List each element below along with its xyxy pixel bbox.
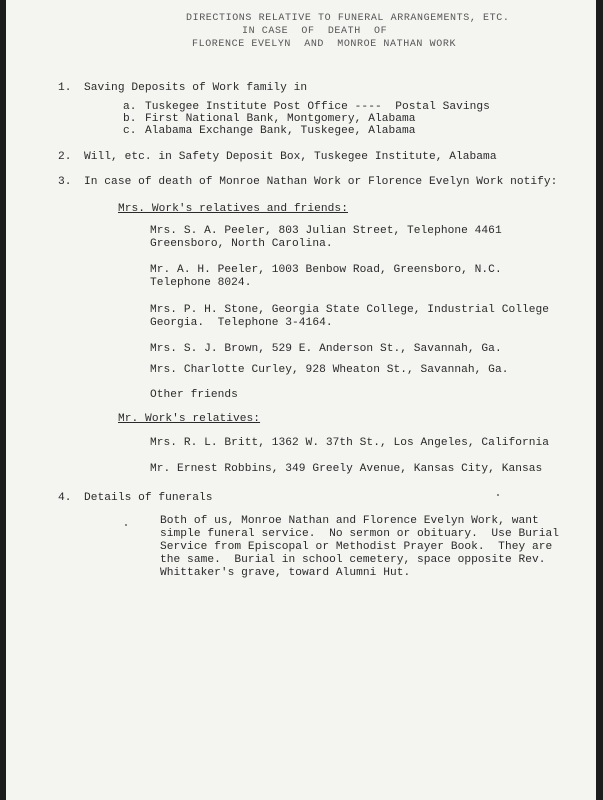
funeral-details-line: simple funeral service. No sermon or obituary. Use Burial	[160, 528, 560, 540]
stray-ink-mark	[125, 524, 127, 526]
bank-item-text: Tuskegee Institute Post Office ---- Postal Savings	[145, 101, 490, 113]
contact-line: Mrs. S. A. Peeler, 803 Julian Street, Telephone 4461	[150, 225, 502, 237]
contact-line: Mr. Ernest Robbins, 349 Greely Avenue, Kansas City, Kansas	[150, 463, 543, 475]
header-line-1: DIRECTIONS RELATIVE TO FUNERAL ARRANGEMENTS, ETC.	[186, 13, 510, 24]
bank-item-letter: b.	[123, 113, 137, 125]
section-3-number: 3.	[58, 176, 72, 188]
mr-work-relatives-heading: Mr. Work's relatives:	[118, 413, 261, 425]
bank-item-text: Alabama Exchange Bank, Tuskegee, Alabama	[145, 125, 416, 137]
contact-line: Other friends	[150, 389, 238, 401]
bank-item-letter: a.	[123, 101, 137, 113]
bank-item-letter: c.	[123, 125, 137, 137]
section-1-number: 1.	[58, 82, 72, 94]
contact-line: Telephone 8024.	[150, 277, 252, 289]
header-line-3: FLORENCE EVELYN AND MONROE NATHAN WORK	[192, 39, 457, 50]
section-1-text: Saving Deposits of Work family in	[84, 82, 308, 94]
section-3-text: In case of death of Monroe Nathan Work or Florence Evelyn Work notify:	[84, 176, 558, 188]
section-2-text: Will, etc. in Safety Deposit Box, Tuskegee Institute, Alabama	[84, 151, 497, 163]
document-page	[6, 0, 596, 800]
section-2-number: 2.	[58, 151, 72, 163]
stray-ink-mark	[497, 494, 499, 496]
section-4-number: 4.	[58, 492, 72, 504]
funeral-details-line: Service from Episcopal or Methodist Prayer Book. They are	[160, 541, 553, 553]
contact-line: Mrs. Charlotte Curley, 928 Wheaton St., Savannah, Ga.	[150, 364, 509, 376]
contact-line: Mrs. P. H. Stone, Georgia State College, Industrial College	[150, 304, 550, 316]
mrs-work-relatives-heading: Mrs. Work's relatives and friends:	[118, 203, 348, 215]
header-line-2: IN CASE OF DEATH OF	[242, 26, 388, 37]
funeral-details-line: the same. Burial in school cemetery, space opposite Rev.	[160, 554, 546, 566]
contact-line: Greensboro, North Carolina.	[150, 238, 333, 250]
contact-line: Mrs. S. J. Brown, 529 E. Anderson St., Savannah, Ga.	[150, 343, 502, 355]
funeral-details-line: Both of us, Monroe Nathan and Florence Evelyn Work, want	[160, 515, 539, 527]
funeral-details-line: Whittaker's grave, toward Alumni Hut.	[160, 567, 411, 579]
section-4-text: Details of funerals	[84, 492, 213, 504]
contact-line: Mrs. R. L. Britt, 1362 W. 37th St., Los Angeles, California	[150, 437, 550, 449]
bank-item-text: First National Bank, Montgomery, Alabama	[145, 113, 416, 125]
contact-line: Georgia. Telephone 3-4164.	[150, 317, 333, 329]
contact-line: Mr. A. H. Peeler, 1003 Benbow Road, Greensboro, N.C.	[150, 264, 502, 276]
